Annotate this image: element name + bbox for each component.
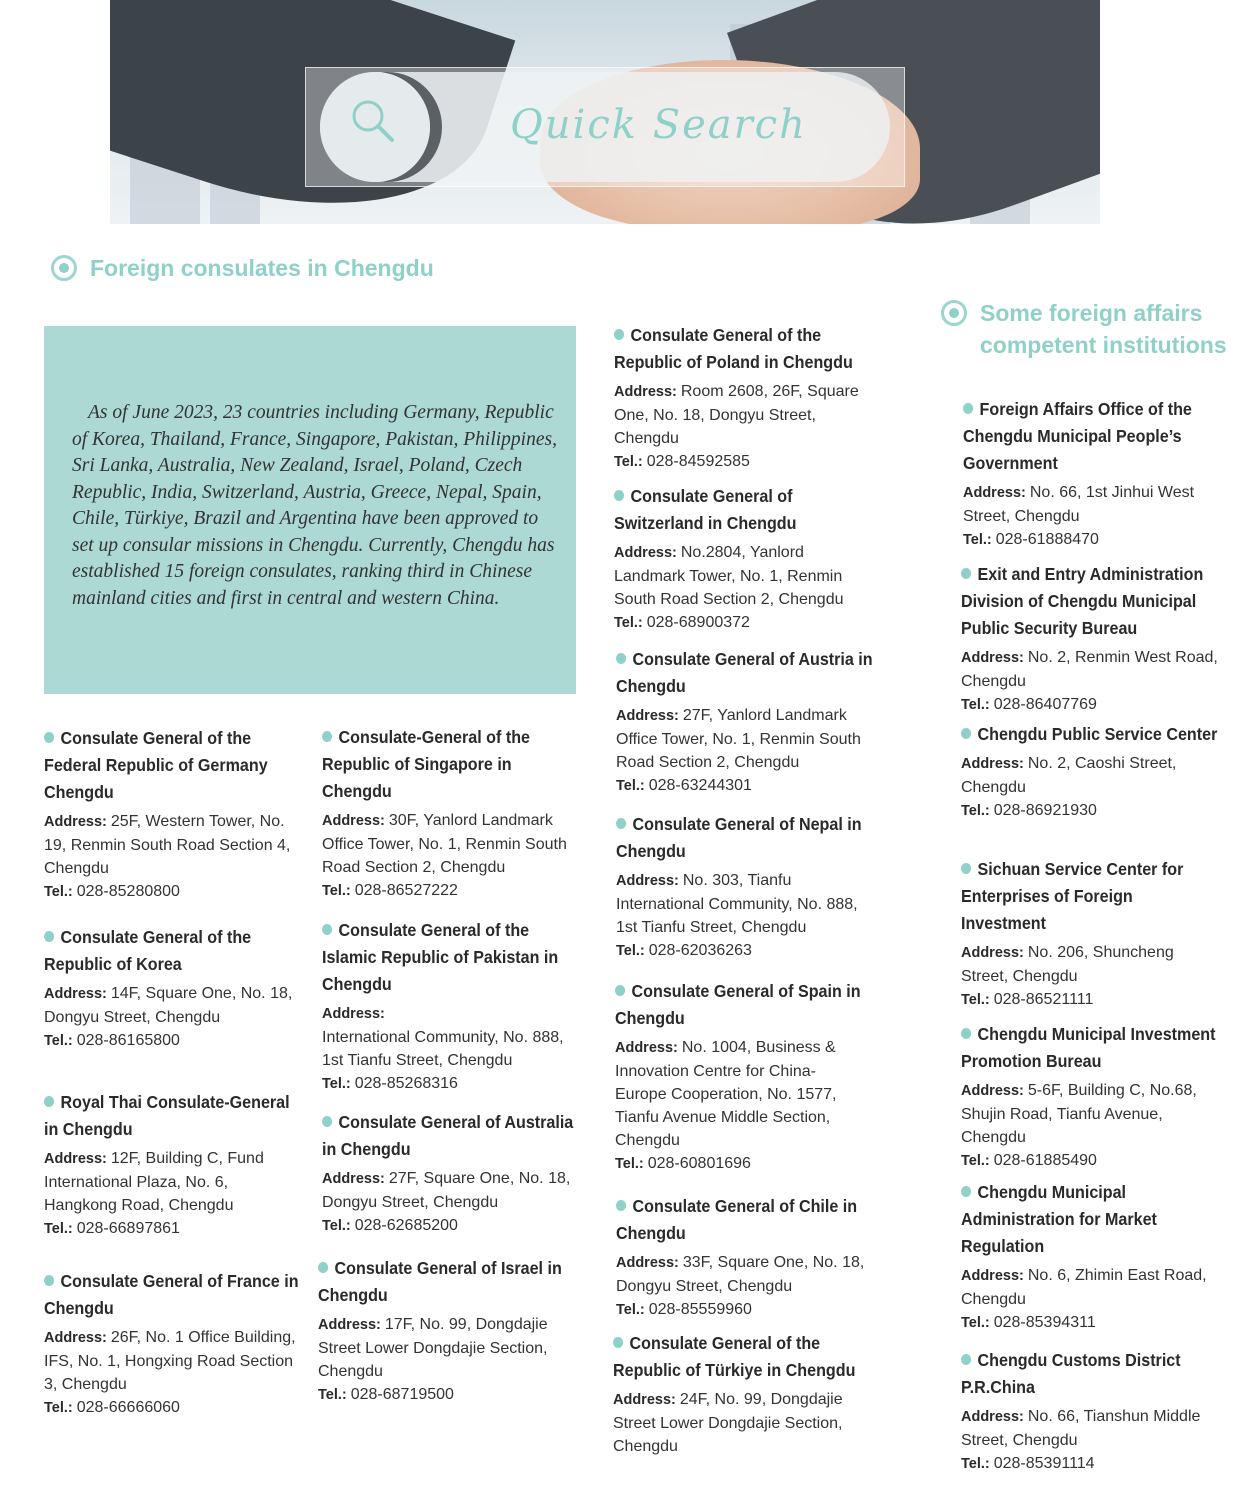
consulate-entry: Consulate General of Austria in Chengdu Address: 27F, Yanlord Landmark Office Tower, No. 1, Renmin South Road Section 2, Chengdu Tel.: 028-63244301 — [616, 649, 873, 794]
entry-name: Consulate General of Nepal in Chengdu — [616, 814, 862, 861]
entry-name: Consulate General of the Republic of Korea — [44, 927, 252, 974]
institution-entry: Foreign Affairs Office of the Chengdu Municipal People’s Government Address: No. 66, 1st Jinhui West Street, Chengdu Tel.: 028-61888470 — [963, 399, 1195, 548]
bullet-icon — [961, 863, 971, 874]
consulate-entry: Consulate General of Nepal in Chengdu Address: No. 303, Tianfu International Community, No. 888, 1st Tianfu Street, Chengdu Tel.: 028-62036263 — [616, 814, 862, 959]
entry-tel: 028-86407769 — [993, 696, 1097, 713]
entry-address: 26F, No. 1 Office Building, IFS, No. 1, Hongxing Road Section 3, Chengdu — [44, 1329, 296, 1393]
entry-name: Consulate General of the Republic of Poland in Chengdu — [614, 325, 853, 372]
entry-address: 5-6F, Building C, No.68, Shujin Road, Tianfu Avenue, Chengdu — [961, 1082, 1197, 1146]
consulate-entry: Consulate-General of the Republic of Singapore in Chengdu Address: 30F, Yanlord Landmark Office Tower, No. 1, Renmin South Road Section 2, Chengdu Tel.: 028-86527222 — [322, 727, 567, 899]
target-icon — [51, 255, 77, 281]
entry-address: 30F, Yanlord Landmark Office Tower, No. 1, Renmin South Road Section 2, Chengdu — [322, 812, 567, 876]
entry-tel: 028-86521111 — [993, 991, 1094, 1008]
entry-name: Chengdu Municipal Investment Promotion Bureau — [961, 1024, 1216, 1071]
entry-address: No. 303, Tianfu International Community, No. 888, 1st Tianfu Street, Chengdu — [616, 872, 858, 936]
quick-search-banner — [110, 0, 1100, 224]
entry-address: No. 2, Renmin West Road, Chengdu — [961, 649, 1218, 690]
bullet-icon — [961, 568, 971, 579]
entry-tel: 028-62036263 — [648, 942, 752, 959]
entry-tel: 028-85268316 — [354, 1075, 458, 1092]
entry-name: Chengdu Public Service Center — [977, 724, 1218, 744]
entry-address: No.2804, Yanlord Landmark Tower, No. 1, Renmin South Road Section 2, Chengdu — [614, 544, 844, 608]
consulate-entry: Consulate General of France in Chengdu Address: 26F, No. 1 Office Building, IFS, No. 1, Hongxing Road Section 3, Chengdu Tel.: 028-66666060 — [44, 1271, 299, 1416]
entry-tel: 028-66666060 — [76, 1399, 180, 1416]
entry-tel: 028-61885490 — [993, 1152, 1097, 1169]
entry-name: Royal Thai Consulate-General in Chengdu — [44, 1092, 290, 1139]
bullet-icon — [616, 653, 626, 664]
entry-address: No. 206, Shuncheng Street, Chengdu — [961, 944, 1174, 985]
consulate-entry: Consulate General of Israel in Chengdu Address: 17F, No. 99, Dongdajie Street Lower Dongdajie Section, Chengdu Tel.: 028-68719500 — [318, 1258, 562, 1403]
entry-name: Exit and Entry Administration Division of Chengdu Municipal Public Security Bureau — [961, 564, 1204, 638]
entry-name: Consulate-General of the Republic of Singapore in Chengdu — [322, 727, 531, 801]
bullet-icon — [44, 931, 54, 942]
entry-address: 14F, Square One, No. 18, Dongyu Street, Chengdu — [44, 985, 293, 1026]
institution-entry: Chengdu Customs District P.R.China Address: No. 66, Tianshun Middle Street, Chengdu Tel.: 028-85391114 — [961, 1350, 1201, 1472]
entry-address: 12F, Building C, Fund International Plaza, No. 6, Hangkong Road, Chengdu — [44, 1150, 264, 1214]
entry-name: Chengdu Customs District P.R.China — [961, 1350, 1181, 1397]
bullet-icon — [322, 924, 332, 935]
consulate-entry: Consulate General of Spain in Chengdu Address: No. 1004, Business & Innovation Centre for China-Europe Cooperation, No. 1577, Tianfu Avenue Middle Section, Chengdu Tel.: 028-60801696 — [615, 981, 861, 1172]
entry-name: Consulate General of Chile in Chengdu — [616, 1196, 858, 1243]
institution-entry: Chengdu Municipal Administration for Market Regulation Address: No. 6, Zhimin East Road, Chengdu Tel.: 028-85394311 — [961, 1182, 1207, 1331]
section-title-institutions: Some foreign affairs competent institutions — [980, 300, 1227, 358]
consulate-entry: Consulate General of Australia in Chengdu Address: 27F, Square One, No. 18, Dongyu Street, Chengdu Tel.: 028-62685200 — [322, 1112, 574, 1234]
entry-address: No. 1004, Business & Innovation Centre for China-Europe Cooperation, No. 1577, Tianfu Avenue Middle Section, Chengdu — [615, 1039, 837, 1149]
search-icon — [350, 98, 394, 142]
entry-name: Consulate General of Australia in Chengdu — [322, 1112, 574, 1159]
consulate-entry: Consulate General of the Islamic Republic of Pakistan in Chengdu Address: International Community, No. 888, 1st Tianfu Street, Chengdu Tel.: 028-85268316 — [322, 920, 564, 1092]
entry-tel: 028-61888470 — [995, 531, 1099, 548]
institution-entry: Chengdu Municipal Investment Promotion Bureau Address: 5-6F, Building C, No.68, Shujin Road, Tianfu Avenue, Chengdu Tel.: 028-61885490 — [961, 1024, 1216, 1169]
target-icon — [941, 300, 967, 326]
bullet-icon — [322, 1116, 332, 1127]
consulate-entry: Consulate General of the Federal Republic of Germany Chengdu Address: 25F, Western Tower, No. 19, Renmin South Road Section 4, Chengdu Tel.: 028-85280800 — [44, 728, 291, 900]
entry-tel: 028-63244301 — [648, 777, 752, 794]
entry-name: Consulate General of Israel in Chengdu — [318, 1258, 562, 1305]
entry-tel: 028-86921930 — [993, 802, 1097, 819]
entry-name: Chengdu Municipal Administration for Market Regulation — [961, 1182, 1157, 1256]
consulate-entry: Consulate General of the Republic of Poland in Chengdu Address: Room 2608, 26F, Square One, No. 18, Dongyu Street, Chengdu Tel.: 028-84592585 — [614, 325, 859, 470]
entry-name: Consulate General of France in Chengdu — [44, 1271, 299, 1318]
entry-tel: 028-66897861 — [76, 1220, 180, 1237]
bullet-icon — [613, 1337, 623, 1348]
bullet-icon — [614, 490, 624, 501]
institution-entry: Sichuan Service Center for Enterprises of Foreign Investment Address: No. 206, Shuncheng Street, Chengdu Tel.: 028-86521111 — [961, 859, 1184, 1008]
entry-name: Consulate General of Austria in Chengdu — [616, 649, 873, 696]
bullet-icon — [44, 732, 54, 743]
entry-address: Room 2608, 26F, Square One, No. 18, Dongyu Street, Chengdu — [614, 383, 859, 447]
bullet-icon — [322, 731, 332, 742]
entry-address: No. 66, 1st Jinhui West Street, Chengdu — [963, 484, 1195, 525]
intro-box — [44, 326, 576, 694]
entry-tel: 028-85391114 — [993, 1455, 1095, 1472]
entry-name: Consulate General of the Federal Republic of Germany Chengdu — [44, 728, 268, 802]
bullet-icon — [961, 1186, 971, 1197]
intro-text: As of June 2023, 23 countries including Germany, Republic of Korea, Thailand, France, Singapore, Pakistan, Philippines, Sri Lanka, Australia, New Zealand, Israel, Poland, Czech Republic, India, Switzerland, Austria, Greece, Nepal, Spain, Chile, Türkiye, Brazil and Argentina have been approved to set up consular missions in Chengdu. Currently, Chengdu has established 15 foreign consulates, ranking third in Chinese mainland cities and first in central and western China. — [72, 402, 557, 609]
entry-address: No. 6, Zhimin East Road, Chengdu — [961, 1267, 1207, 1308]
entry-tel: 028-85394311 — [993, 1314, 1096, 1331]
institution-entry: Chengdu Public Service Center Address: No. 2, Caoshi Street, Chengdu Tel.: 028-86921930 — [961, 724, 1218, 819]
entry-address: 27F, Square One, No. 18, Dongyu Street, Chengdu — [322, 1170, 571, 1211]
entry-name: Consulate General of the Republic of Türkiye in Chengdu — [613, 1333, 856, 1380]
entry-address: International Community, No. 888, 1st Tianfu Street, Chengdu — [322, 1029, 564, 1069]
entry-address: 27F, Yanlord Landmark Office Tower, No. 1, Renmin South Road Section 2, Chengdu — [616, 707, 861, 771]
institution-entry: Exit and Entry Administration Division of Chengdu Municipal Public Security Bureau Address: No. 2, Renmin West Road, Chengdu Tel.: 028-86407769 — [961, 564, 1218, 713]
entry-address: 24F, No. 99, Dongdajie Street Lower Dongdajie Section, Chengdu — [613, 1391, 843, 1455]
bullet-icon — [614, 329, 624, 340]
entry-tel: 028-86165800 — [76, 1032, 180, 1049]
section-title-consulates: Foreign consulates in Chengdu — [90, 255, 434, 281]
bullet-icon — [44, 1275, 54, 1286]
bullet-icon — [961, 1028, 971, 1039]
entry-address: 17F, No. 99, Dongdajie Street Lower Dongdajie Section, Chengdu — [318, 1316, 548, 1380]
consulate-entry: Consulate General of the Republic of Türkiye in Chengdu Address: 24F, No. 99, Dongdajie Street Lower Dongdajie Section, Chengdu — [613, 1333, 856, 1455]
entry-name: Consulate General of Spain in Chengdu — [615, 981, 861, 1028]
entry-tel: 028-85280800 — [76, 883, 180, 900]
entry-tel: 028-68719500 — [350, 1386, 454, 1403]
consulate-entry: Consulate General of Switzerland in Chengdu Address: No.2804, Yanlord Landmark Tower, No. 1, Renmin South Road Section 2, Chengdu Tel.: 028-68900372 — [614, 486, 844, 631]
bullet-icon — [318, 1262, 328, 1273]
entry-address: 25F, Western Tower, No. 19, Renmin South Road Section 4, Chengdu — [44, 813, 291, 877]
entry-name: Consulate General of the Islamic Republic of Pakistan in Chengdu — [322, 920, 559, 994]
entry-name: Consulate General of Switzerland in Chengdu — [614, 486, 797, 533]
bullet-icon — [616, 1200, 626, 1211]
bullet-icon — [963, 403, 973, 414]
entry-tel: 028-68900372 — [646, 614, 750, 631]
consulate-entry: Consulate General of Chile in Chengdu Address: 33F, Square One, No. 18, Dongyu Street, Chengdu Tel.: 028-85559960 — [616, 1196, 865, 1318]
bullet-icon — [616, 818, 626, 829]
entry-address: No. 2, Caoshi Street, Chengdu — [961, 755, 1177, 796]
banner-title: Quick Search — [510, 102, 807, 148]
entry-name: Foreign Affairs Office of the Chengdu Municipal People’s Government — [963, 399, 1192, 473]
entry-name: Sichuan Service Center for Enterprises of Foreign Investment — [961, 859, 1184, 933]
entry-address: 33F, Square One, No. 18, Dongyu Street, Chengdu — [616, 1254, 865, 1295]
bullet-icon — [961, 728, 971, 739]
bullet-icon — [961, 1354, 971, 1365]
entry-tel: 028-86527222 — [354, 882, 458, 899]
entry-tel: 028-84592585 — [646, 453, 750, 470]
consulate-entry: Consulate General of the Republic of Korea Address: 14F, Square One, No. 18, Dongyu Street, Chengdu Tel.: 028-86165800 — [44, 927, 293, 1049]
consulate-entry: Royal Thai Consulate-General in Chengdu Address: 12F, Building C, Fund International Plaza, No. 6, Hangkong Road, Chengdu Tel.: 028-66897861 — [44, 1092, 290, 1237]
entry-tel: 028-60801696 — [647, 1155, 751, 1172]
bullet-icon — [44, 1096, 54, 1107]
entry-tel: 028-62685200 — [354, 1217, 458, 1234]
bullet-icon — [615, 985, 625, 996]
entry-tel: 028-85559960 — [648, 1301, 752, 1318]
entry-address: No. 66, Tianshun Middle Street, Chengdu — [961, 1408, 1201, 1449]
